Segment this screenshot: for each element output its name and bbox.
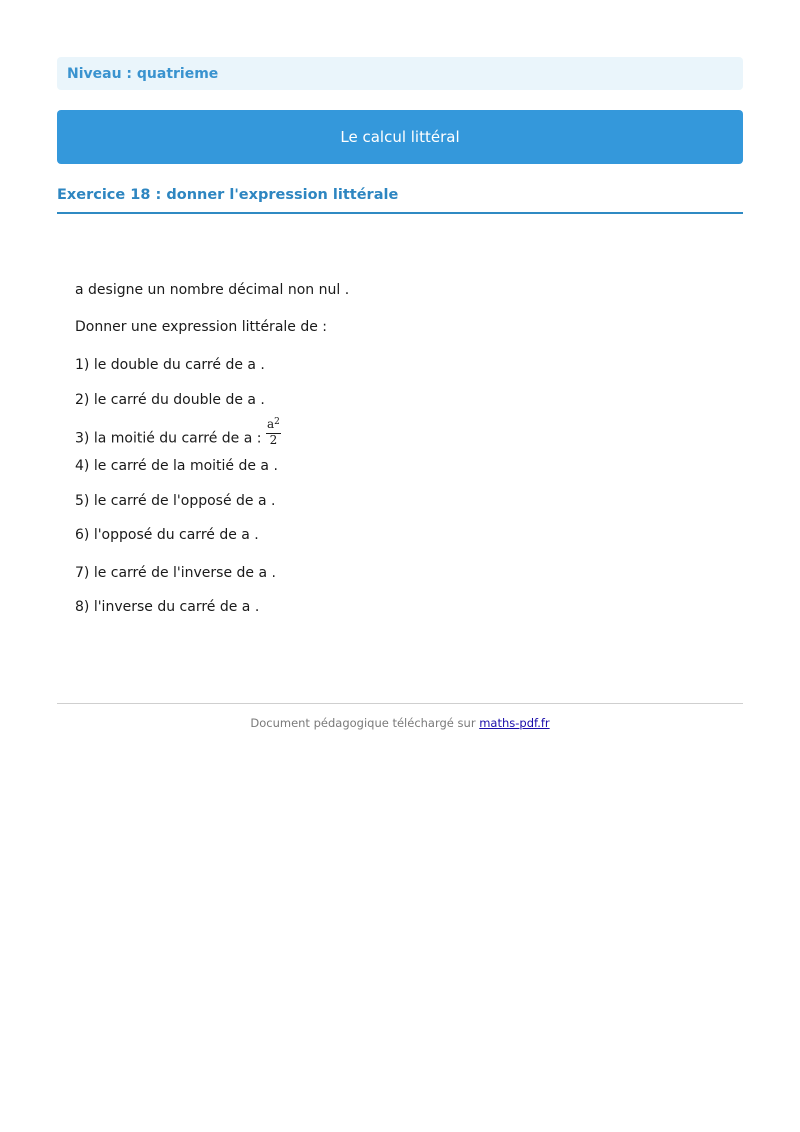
fraction-denominator: 2 <box>269 433 278 447</box>
page-title: Le calcul littéral <box>340 128 460 146</box>
instruction-text: Donner une expression littérale de : <box>75 319 328 335</box>
level-label <box>57 57 743 90</box>
footer-divider <box>57 703 743 704</box>
fraction-numerator <box>266 418 281 434</box>
list-item-1: 1) le double du carré de a . <box>75 357 265 373</box>
list-item-4: 4) le carré de la moitié de a . <box>75 458 278 474</box>
list-item-3-text: 3) la moitié du carré de a : <box>75 430 262 447</box>
exercise-heading-text: Exercice 18 : donner l'expression littérale <box>57 187 399 203</box>
list-item-2: 2) le carré du double de a . <box>75 392 265 408</box>
list-item-5: 5) le carré de l'opposé de a . <box>75 493 276 509</box>
exercise-heading <box>57 185 743 214</box>
footer-text: Document pédagogique téléchargé sur <box>250 716 480 730</box>
list-item-8: 8) l'inverse du carré de a . <box>75 599 260 615</box>
footer <box>57 716 743 730</box>
footer-link[interactable]: maths-pdf.fr <box>479 716 550 730</box>
numerator-text: a <box>266 417 275 431</box>
intro-text: a designe un nombre décimal non nul . <box>75 282 350 298</box>
title-banner <box>57 110 743 164</box>
list-item-6: 6) l'opposé du carré de a . <box>75 527 259 543</box>
list-item-7: 7) le carré de l'inverse de a . <box>75 565 276 581</box>
fraction-a-squared-over-2 <box>266 418 281 447</box>
exponent-text: 2 <box>274 417 280 427</box>
level-text: Niveau : quatrieme <box>67 65 219 82</box>
list-item-3 <box>75 417 281 453</box>
